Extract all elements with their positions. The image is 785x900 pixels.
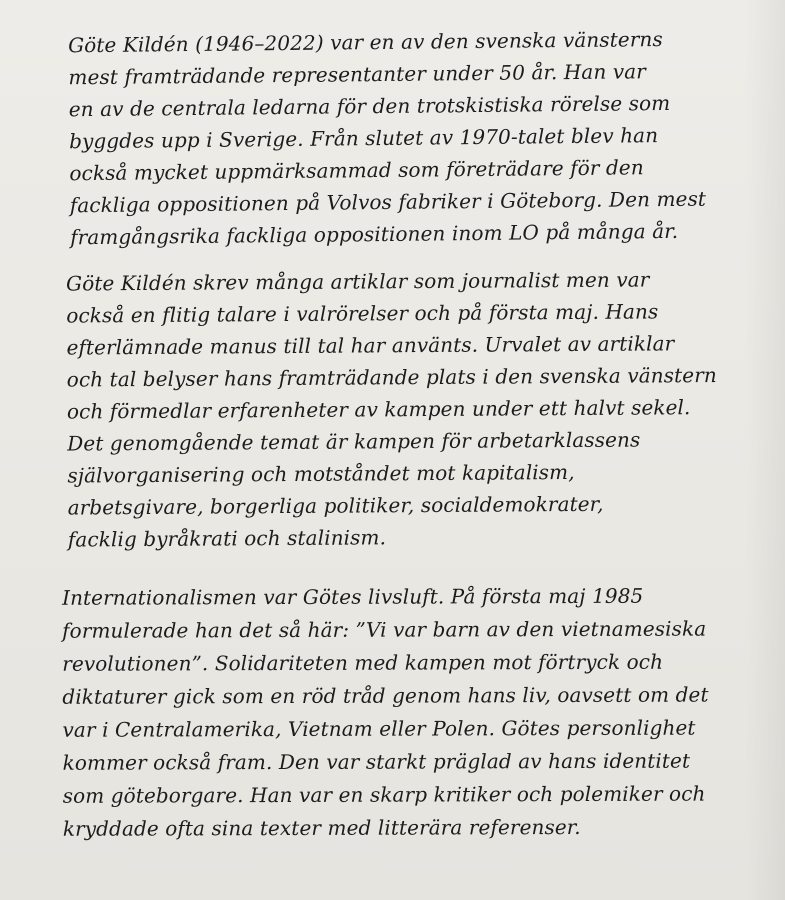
text-line: revolutionen”. Solidariteten med kampen mot förtryck och xyxy=(62,649,664,676)
text-line: kryddade ofta sina texter med litterära referenser. xyxy=(62,814,581,841)
text-line: kommer också fram. Den var starkt präglad av hans identitet xyxy=(62,748,691,775)
text-line: byggdes upp i Sverige. Från slutet av 1970-talet blev han xyxy=(69,123,659,154)
text-line: Göte Kildén skrev många artiklar som journalist men var xyxy=(65,267,650,296)
text-line: Göte Kildén (1946–2022) var en av den svenska vänsterns xyxy=(67,27,663,58)
text-line: facklig byråkrati och stalinism. xyxy=(67,525,387,552)
text-line: och tal belyser hans framträdande plats i den svenska vänstern xyxy=(66,362,717,392)
text-line: Det genomgående temat är kampen för arbetarklassens xyxy=(67,427,641,456)
text-line: också mycket uppmärksammad som företrädare för den xyxy=(69,155,644,186)
text-line: mest framträdande representanter under 50 år. Han var xyxy=(68,59,647,90)
paragraph-2 xyxy=(0,267,785,552)
text-line: diktaturer gick som en röd tråd genom hans liv, oavsett om det xyxy=(62,682,709,709)
paragraph-3 xyxy=(0,583,785,841)
text-line: självorganisering och motståndet mot kapitalism, xyxy=(67,459,575,488)
text-line: var i Centralamerika, Vietnam eller Polen. Götes personlighet xyxy=(62,715,696,742)
text-line: en av de centrala ledarna för den trotskistiska rörelse som xyxy=(68,90,671,122)
text-line: som göteborgare. Han var en skarp kritiker och polemiker och xyxy=(62,781,706,808)
text-line: fackliga oppositionen på Volvos fabriker i Göteborg. Den mest xyxy=(69,186,707,218)
text-line: formulerade han det så här: ”Vi var barn av den vietnamesiska xyxy=(62,616,707,643)
text-line: Internationalismen var Götes livsluft. På första maj 1985 xyxy=(61,583,644,610)
text-line: också en flitig talare i valrörelser och på första maj. Hans xyxy=(66,299,659,328)
text-line: arbetsgivare, borgerliga politiker, socialdemokrater, xyxy=(67,491,604,520)
paragraph-1 xyxy=(0,26,785,250)
text-line: efterlämnade manus till tal har använts. Urvalet av artiklar xyxy=(66,331,675,360)
text-line: framgångsrika fackliga oppositionen inom LO på många år. xyxy=(70,218,679,250)
text-line: och förmedlar erfarenheter av kampen under ett halvt sekel. xyxy=(66,395,691,424)
